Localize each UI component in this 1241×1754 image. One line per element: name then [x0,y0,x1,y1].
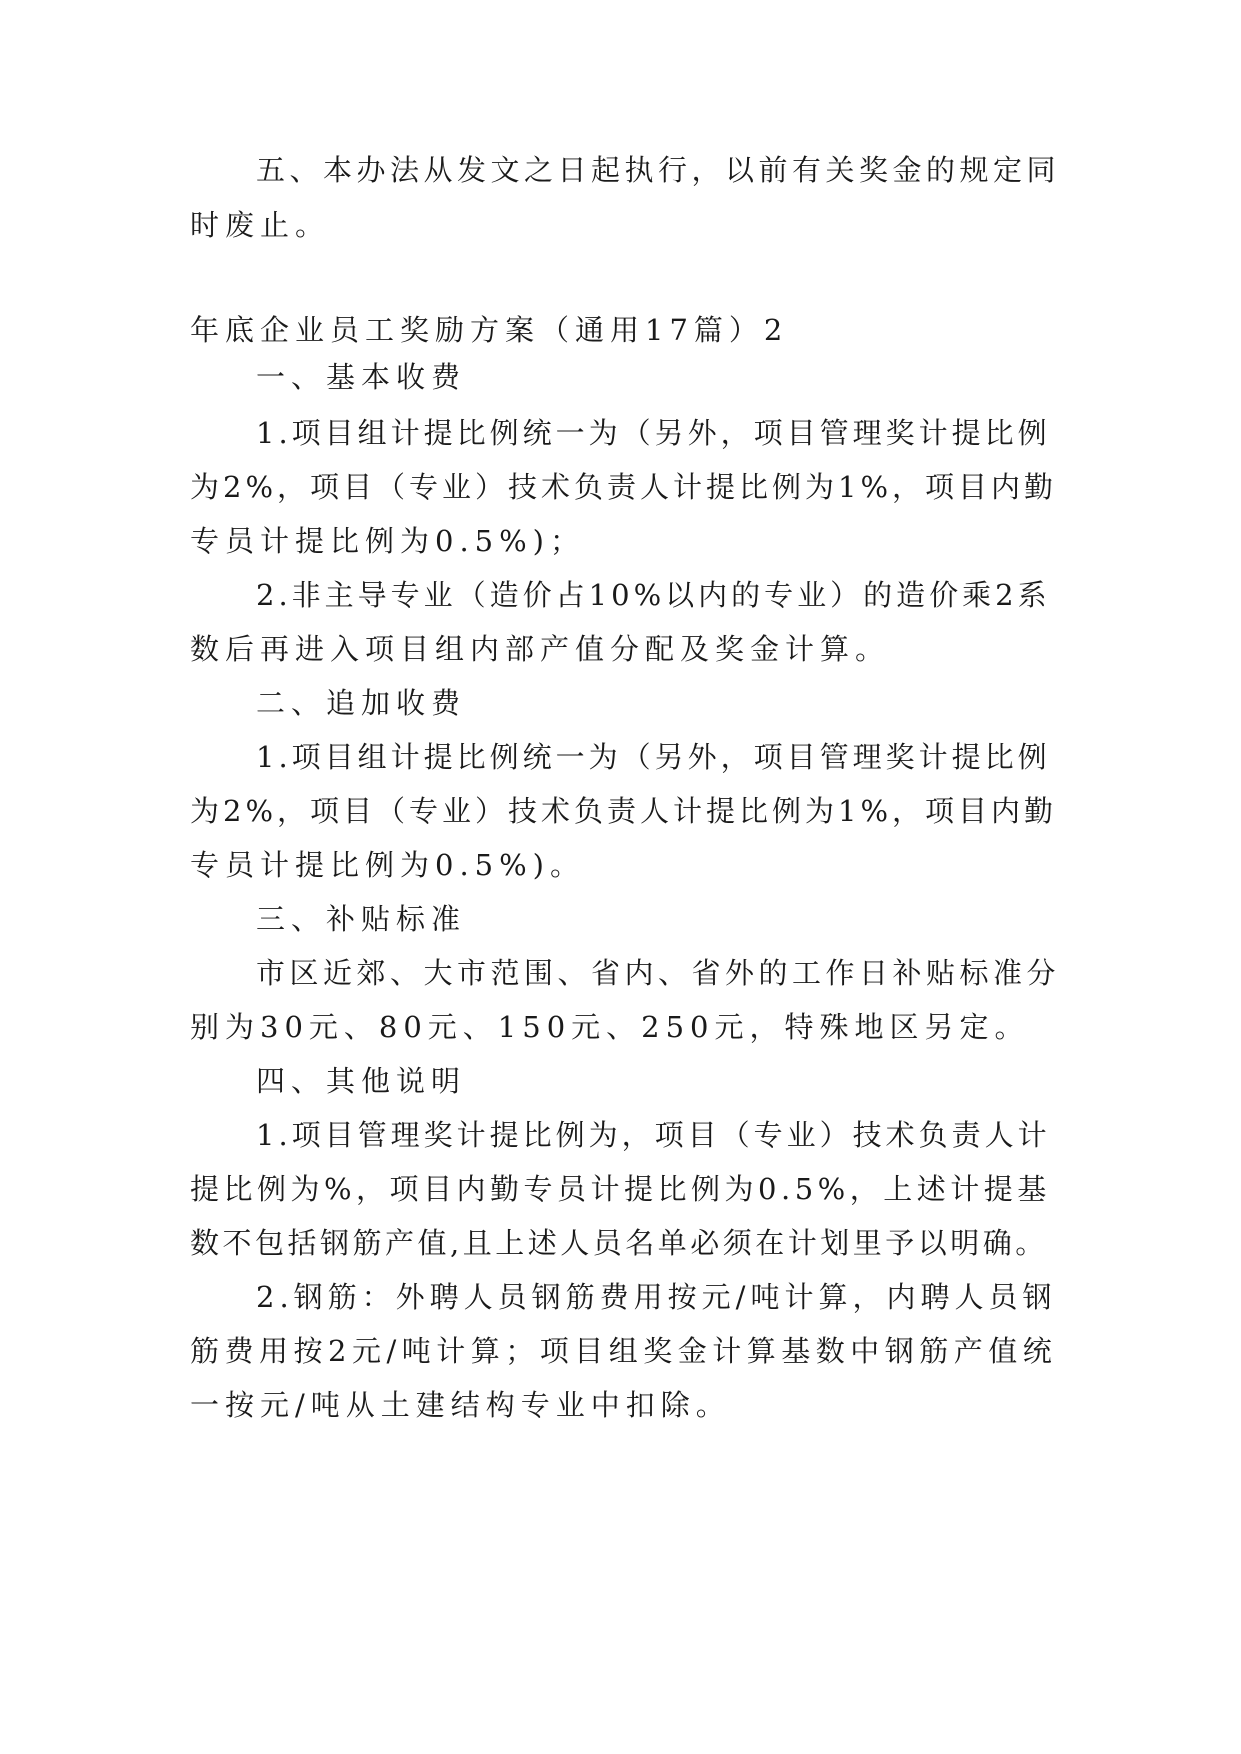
section-heading: 二、追加收费 [256,686,467,720]
section-heading: 一、基本收费 [256,360,467,394]
text-line: 为2%，项目（专业）技术负责人计提比例为1%，项目内勤 [190,470,1058,504]
text-line: 市区近郊、大市范围、省内、省外的工作日补贴标准分 [256,956,1061,990]
text-line: 2.非主导专业（造价占10%以内的专业）的造价乘2系 [256,578,1051,612]
text-line: 一按元/吨从土建结构专业中扣除。 [190,1388,731,1422]
text-line: 时废止。 [190,208,331,242]
text-line: 专员计提比例为0.5%)。 [190,848,585,882]
text-line: 1.项目组计提比例统一为（另外，项目管理奖计提比例 [256,740,1051,774]
section-heading: 四、其他说明 [256,1064,467,1098]
text-line: 数后再进入项目组内部产值分配及奖金计算。 [190,632,891,666]
text-line: 为2%，项目（专业）技术负责人计提比例为1%，项目内勤 [190,794,1058,828]
text-line: 提比例为%，项目内勤专员计提比例为0.5%，上述计提基 [190,1172,1051,1206]
section-heading: 三、补贴标准 [256,902,467,936]
text-line: 数不包括钢筋产值,且上述人员名单必须在计划里予以明确。 [190,1226,1048,1260]
text-line: 五、本办法从发文之日起执行，以前有关奖金的规定同 [256,153,1061,187]
text-line: 2.钢筋：外聘人员钢筋费用按元/吨计算，内聘人员钢 [256,1280,1057,1314]
text-line: 专员计提比例为0.5%)； [190,524,585,558]
text-line: 别为30元、80元、150元、250元，特殊地区另定。 [190,1010,1030,1044]
text-line: 筋费用按2元/吨计算；项目组奖金计算基数中钢筋产值统 [190,1334,1058,1368]
text-line: 1.项目组计提比例统一为（另外，项目管理奖计提比例 [256,416,1051,450]
text-line: 1.项目管理奖计提比例为，项目（专业）技术负责人计 [256,1118,1051,1152]
section-title: 年底企业员工奖励方案（通用17篇）2 [190,313,789,347]
